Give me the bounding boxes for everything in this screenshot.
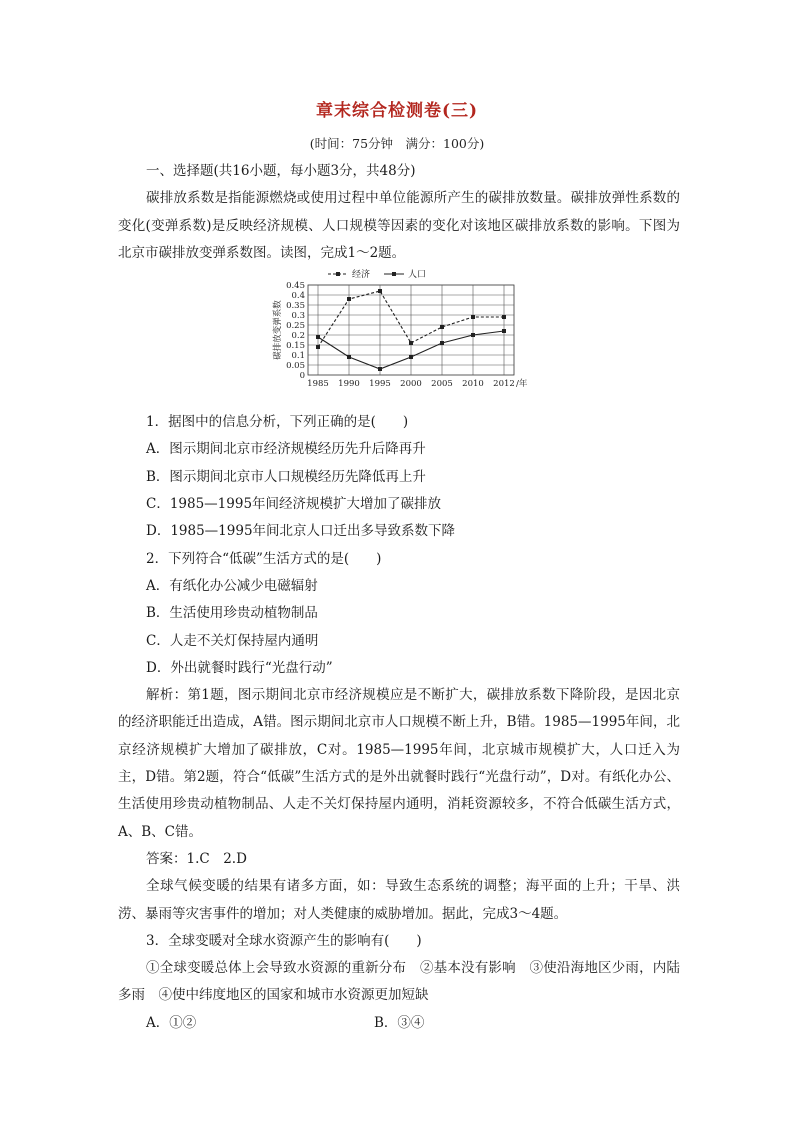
data-point-economy xyxy=(471,315,475,319)
y-tick-label: 0.2 xyxy=(291,331,305,342)
x-tick-label: 1995 xyxy=(369,379,391,390)
x-tick-label: 1985 xyxy=(307,379,329,390)
y-tick-label: 0.3 xyxy=(291,311,305,322)
exam-time-info: (时间：75分钟 满分：100分) xyxy=(309,136,485,151)
data-point-economy xyxy=(316,345,320,349)
y-tick-label: 0.35 xyxy=(286,301,305,312)
y-tick-label: 0.1 xyxy=(291,351,305,362)
q1-option-d: D．1985—1995年间北京人口迁出多导致系数下降 xyxy=(146,523,456,540)
answer-line: 答案：1.C 2.D xyxy=(146,850,247,867)
q3-option-a: A．①② xyxy=(146,1014,197,1031)
q2-option-a: A．有纸化办公减少电磁辐射 xyxy=(146,577,318,594)
analysis-paragraph: 解析：第1题，图示期间北京市经济规模应是不断扩大，碳排放系数下降阶段，是因北京的经济职能迁出造成，A错。图示期间北京市人口规模不断上升，B错。1985—1995年间，北京经济规模扩大增加了碳排放，C对。1985—1995年间，北京城市规模扩大，人口迁入为主，D错。第2题，符合“低碳”生活方式的是外出就餐时践行“光盘行动”，D对。有纸化办公、生活使用珍贵动植物制品、人走不关灯保持屋内通明，消耗资源较多，不符合低碳生活方式，A、B、C错。 xyxy=(118,687,680,840)
section-heading: 一、选择题(共16小题，每小题3分，共48分) xyxy=(146,163,416,179)
x-tick-label: 2012 xyxy=(493,379,515,390)
data-point-population xyxy=(316,335,320,339)
data-point-economy xyxy=(347,297,351,301)
y-tick-label: 0.4 xyxy=(291,291,305,302)
page-title: 章末综合检测卷(三) xyxy=(315,101,479,121)
q2-option-b: B．生活使用珍贵动植物制品 xyxy=(146,605,318,622)
intro-paragraph-2: 全球气候变暖的结果有诸多方面，如：导致生态系统的调整；海平面的上升；干旱、洪涝、暴雨等灾害事件的增加；对人类健康的威胁增加。据此，完成3～4题。 xyxy=(118,878,680,922)
x-tick-label: 2005 xyxy=(431,379,453,390)
question-1-stem: 1．据图中的信息分析，下列正确的是( ) xyxy=(146,414,409,431)
y-tick-label: 0.15 xyxy=(286,341,305,352)
y-tick-label: 0 xyxy=(299,371,305,382)
legend-marker xyxy=(336,272,340,276)
data-point-economy xyxy=(409,341,413,345)
data-point-economy xyxy=(378,289,382,293)
x-axis-label: /年 xyxy=(516,379,528,390)
question-3-stem: 3．全球变暖对全球水资源产生的影响有( ) xyxy=(146,932,422,949)
y-tick-label: 0.45 xyxy=(286,281,305,292)
data-point-population xyxy=(471,333,475,337)
data-point-population xyxy=(502,329,506,333)
q3-options-row xyxy=(118,1010,680,1037)
y-tick-label: 0.05 xyxy=(286,361,305,372)
legend-label: 人口 xyxy=(408,270,427,281)
q2-option-c: C．人走不关灯保持屋内通明 xyxy=(146,632,319,649)
y-tick-label: 0.25 xyxy=(286,321,305,332)
chart-svg xyxy=(270,267,530,407)
intro-paragraph-1: 碳排放系数是指能源燃烧或使用过程中单位能源所产生的碳排放数量。碳排放弹性系数的变化(变弹系数)是反映经济规模、人口规模等因素的变化对该地区碳排放系数的影响。下图为北京市碳排放变弹系数图。读图，完成1～2题。 xyxy=(118,190,680,261)
data-point-economy xyxy=(440,325,444,329)
q1-option-a: A．图示期间北京市经济规模经历先升后降再升 xyxy=(146,441,426,458)
carbon-elasticity-chart xyxy=(118,267,680,409)
data-point-population xyxy=(347,355,351,359)
question-2-stem: 2．下列符合“低碳”生活方式的是( ) xyxy=(146,550,382,567)
y-axis-label: 碳排放变弹系数 xyxy=(273,300,283,360)
q3-items: ①全球变暖总体上会导致水资源的重新分布 ②基本没有影响 ③使沿海地区少雨，内陆多雨 ④使中纬度地区的国家和城市水资源更加短缺 xyxy=(118,960,680,1004)
data-point-population xyxy=(440,341,444,345)
x-tick-label: 2010 xyxy=(462,379,484,390)
q1-option-c: C．1985—1995年间经济规模扩大增加了碳排放 xyxy=(146,496,442,513)
q3-option-b: B．③④ xyxy=(374,1014,425,1031)
legend-marker xyxy=(392,272,396,276)
x-tick-label: 1990 xyxy=(338,379,360,390)
q2-option-d: D．外出就餐时践行“光盘行动” xyxy=(146,659,333,676)
data-point-population xyxy=(409,355,413,359)
document-body xyxy=(118,158,680,1037)
data-point-population xyxy=(378,367,382,371)
data-point-economy xyxy=(502,315,506,319)
legend-label: 经济 xyxy=(352,270,371,281)
x-tick-label: 2000 xyxy=(400,379,422,390)
q1-option-b: B．图示期间北京市人口规模经历先降低再上升 xyxy=(146,468,426,485)
